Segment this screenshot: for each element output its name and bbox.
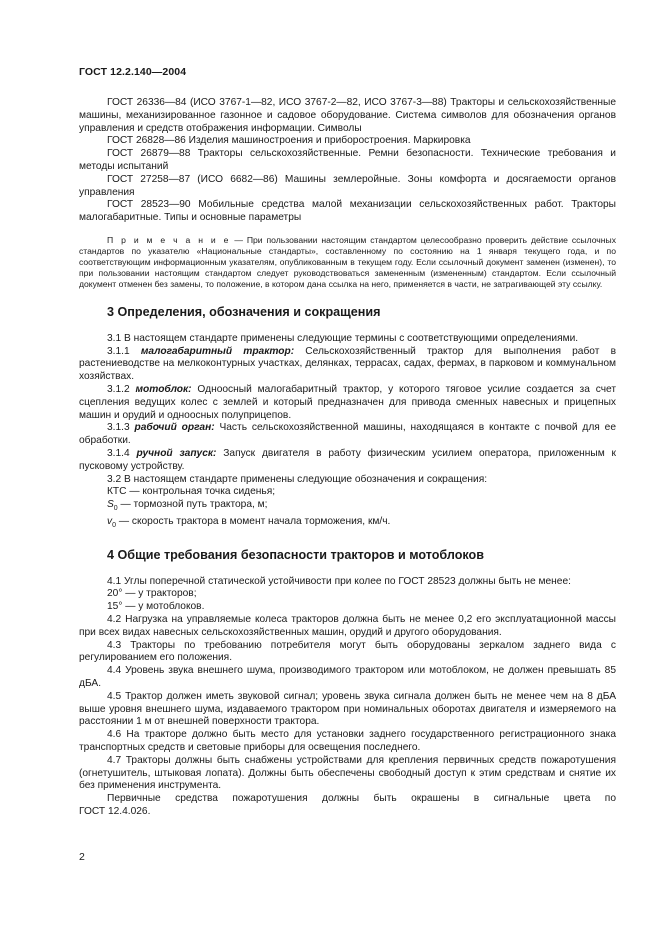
page-number: 2 bbox=[79, 851, 85, 863]
clause-4-7-fire-colors: Первичные средства пожаротушения должны быть окрашены в сигнальные цвета по bbox=[107, 793, 616, 805]
symbol-description: — тормозной путь трактора, м; bbox=[117, 499, 268, 511]
note-paragraph bbox=[79, 235, 616, 290]
abbreviation-v0 bbox=[79, 516, 616, 533]
abbreviation-s0 bbox=[79, 499, 616, 516]
symbol-subscript: 0 bbox=[113, 505, 118, 513]
clause-number: 3.1.4 bbox=[107, 447, 137, 459]
clause-number: 3.1.3 bbox=[107, 422, 135, 434]
clause-4-6: 4.6 На тракторе должно быть место для установки заднего государственного регистрационного знака транспортных средств и световые приборы для освещения последнего. bbox=[79, 729, 616, 753]
clause-4-5: 4.5 Трактор должен иметь звуковой сигнал; уровень звука сигнала должен быть не менее чем на 8 дБА выше уровня внешнего шума, издаваемого трактором при номинальных оборотах двигателя и измеряемого на расстоянии 1 м от внешней поверхности трактора. bbox=[79, 690, 616, 728]
reference-item: ГОСТ 27258—87 (ИСО 6682—86) Машины землеройные. Зоны комфорта и досягаемости органов управления bbox=[79, 173, 616, 198]
clause-4-7-standard-ref: ГОСТ 12.4.026. bbox=[79, 805, 151, 817]
definition: Одноосный малогабаритный трактор, у которого тяговое усилие создается за счет сцепления ведущих колес с землей и который предназначен для привода сменных навесных и прицепных машин и орудий и одноосных полуприцепов. bbox=[79, 383, 616, 421]
clause-4-1-tractors: 20° — у тракторов; bbox=[107, 588, 197, 600]
symbol-description: — скорость трактора в момент начала торможения, км/ч. bbox=[116, 515, 391, 527]
definition: Запуск двигателя в работу физическим усилием оператора, приложенным к пусковому устройству. bbox=[79, 447, 616, 472]
clause-4-4: 4.4 Уровень звука внешнего шума, производимого трактором или мотоблоком, не должен превышать 85 дБА. bbox=[79, 665, 616, 689]
note-text: — При пользовании настоящим стандартом целесообразно проверить действие ссылочных стандартов по указателю «Национальные стандарты», составленному по состоянию на 1 января текущего года, и по соответствующим информационным указателям, опубликованным в текущем году. Если ссылочный документ заменен (изменен), то при пользовании настоящим стандартом следует руководствоваться замененным (измененным) стандартом. Если ссылочный документ отменен без замены, то положение, в котором дана ссылка на него, применяется в части, не затрагивающей эту ссылку. bbox=[79, 234, 617, 289]
clause-4-2: 4.2 Нагрузка на управляемые колеса тракторов должна быть не менее 0,2 его эксплуатационной массы при всех видах навесных сельскохозяйственных машин, орудий и другого оборудования. bbox=[79, 613, 616, 638]
term: ручной запуск: bbox=[136, 447, 217, 459]
clause-4-1-motoblocks: 15° — у мотоблоков. bbox=[107, 601, 205, 613]
term: рабочий орган: bbox=[134, 422, 215, 434]
reference-item: ГОСТ 26336—84 (ИСО 3767-1—82, ИСО 3767-2—82, ИСО 3767-3—88) Тракторы и сельскохозяйственные машины, механизированное газонное и садовое оборудование. Система символов для обозначения органов управления и средств отображения информации. Символы bbox=[79, 97, 616, 134]
reference-item: ГОСТ 26879—88 Тракторы сельскохозяйственные. Ремни безопасности. Технические требования и методы испытаний bbox=[79, 148, 616, 172]
symbol: S bbox=[107, 499, 114, 511]
symbol: v bbox=[107, 515, 113, 527]
abbreviation-kts: КТС — контрольная точка сиденья; bbox=[107, 486, 276, 498]
symbol-subscript: 0 bbox=[112, 521, 116, 529]
definition: Сельскохозяйственный трактор для выполнения работ в растениеводстве на мелкоконтурных участках, делянках, террасах, садах, фермах, в парковом и коммунальном хозяйствах. bbox=[79, 345, 616, 383]
term: малогабаритный трактор: bbox=[140, 345, 295, 357]
clause-number: 3.1.2 bbox=[107, 383, 136, 395]
clause-3-1-2 bbox=[79, 384, 616, 422]
clause-4-1: 4.1 Углы поперечной статической устойчивости при колее по ГОСТ 28523 должны быть не менее: bbox=[107, 575, 571, 587]
section-3-title: 3 Определения, обозначения и сокращения bbox=[107, 304, 381, 319]
reference-item: ГОСТ 26828—86 Изделия машиностроения и приборостроения. Маркировка bbox=[107, 135, 471, 147]
clause-3-1: 3.1 В настоящем стандарте применены следующие термины с соответствующими определениями. bbox=[107, 332, 579, 344]
clause-3-1-1 bbox=[79, 346, 616, 384]
clause-3-2: 3.2 В настоящем стандарте применены следующие обозначения и сокращения: bbox=[107, 473, 488, 485]
definition: Часть сельскохозяйственной машины, находящаяся в контакте с почвой для ее обработки. bbox=[79, 422, 616, 447]
clause-3-1-3 bbox=[79, 422, 616, 448]
section-4-title: 4 Общие требования безопасности тракторов и мотоблоков bbox=[107, 547, 484, 562]
clause-number: 3.1.1 bbox=[107, 345, 141, 357]
clause-4-7: 4.7 Тракторы должны быть снабжены устройствами для крепления первичных средств пожаротушения (огнетушитель, штыковая лопата). Должны быть обеспечены свободный доступ к этим средствам и снятие их без применения инструмента. bbox=[79, 754, 616, 792]
note-label: П р и м е ч а н и е bbox=[107, 234, 231, 245]
reference-item: ГОСТ 28523—90 Мобильные средства малой механизации сельскохозяйственных работ. Тракторы малогабаритные. Типы и основные параметры bbox=[79, 199, 616, 224]
clause-3-1-4 bbox=[79, 448, 616, 474]
clause-4-3: 4.3 Тракторы по требованию потребителя могут быть оборудованы зеркалом заднего вида с регулированием его положения. bbox=[79, 639, 616, 664]
term: мотоблок: bbox=[135, 383, 192, 395]
document-body bbox=[79, 97, 616, 819]
document-header: ГОСТ 12.2.140—2004 bbox=[79, 66, 187, 78]
